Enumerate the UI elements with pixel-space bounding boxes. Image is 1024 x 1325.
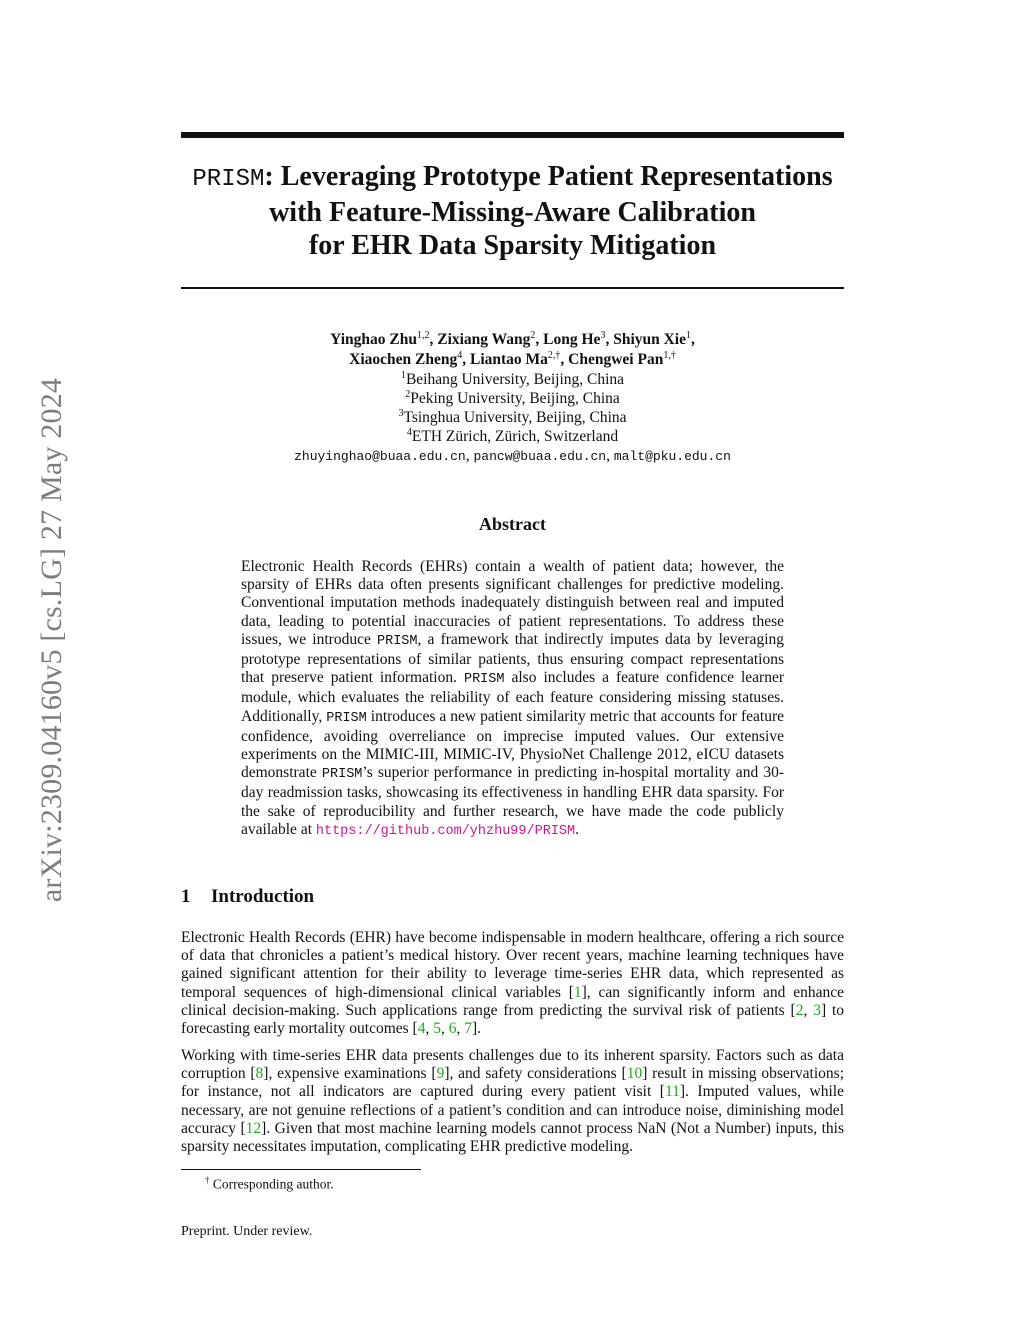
footnote-text: Corresponding author. (212, 1176, 334, 1192)
abstract-heading: Abstract (479, 514, 546, 534)
affiliation (181, 408, 844, 427)
citation-link[interactable]: 8 (255, 1065, 264, 1083)
author-name: Zixiang Wang (437, 331, 531, 348)
author-separator: , (691, 331, 695, 348)
paragraph-text: ] to forecasting early mortality outcomes [ (181, 1001, 845, 1038)
citation-link[interactable]: 6 (448, 1020, 457, 1038)
affiliation-text: Beihang University, Beijing, China (405, 371, 625, 388)
abstract-text: Electronic Health Records (EHRs) contain a wealth of patient data; however, the sparsity of EHRs data often presents significant challenges for predictive modeling. Conventional imputation methods inadequately distinguish between real and imputed data, leading to potential inaccuracies of patient representations. To address these issues, we introduce (241, 558, 784, 648)
affiliation-mark: 2 (405, 388, 411, 400)
abstract-text: , a framework that indirectly imputes data by leveraging prototype representations of similar patients, thus ensuring compact representations that preserve patient information. (241, 630, 784, 687)
citation-separator: , (425, 1020, 434, 1038)
title-line-3: for EHR Data Sparsity Mitigation (308, 230, 717, 261)
footnote-rule (181, 1169, 421, 1170)
paper-title (181, 160, 844, 262)
intro-paragraph-2 (181, 1047, 844, 1156)
citation-link[interactable]: 1 (573, 983, 582, 1001)
section-title: Introduction (211, 886, 315, 907)
affiliation-text: ETH Zürich, Zürich, Switzerland (411, 428, 619, 445)
affiliation (181, 427, 844, 446)
author-separator: , (429, 331, 438, 348)
author-separator: , (605, 331, 614, 348)
title-line-2: with Feature-Missing-Aware Calibration (269, 197, 756, 228)
affiliation (181, 389, 844, 408)
method-name: PRISM (326, 710, 367, 726)
footnote-mark: † (205, 1175, 210, 1185)
paragraph-text: ]. Given that most machine learning models cannot process NaN (Not a Number) inputs, this sparsity necessitates imputation, complicating EHR predictive modeling. (181, 1119, 844, 1156)
citation-link[interactable]: 11 (664, 1083, 680, 1101)
affiliation-mark: 4 (406, 426, 412, 438)
intro-paragraph-1 (181, 929, 844, 1038)
footnote (205, 1175, 334, 1193)
abstract-text: also includes a feature confidence learner module, which evaluates the reliability of each feature considering missing statuses. Additionally, (241, 669, 785, 725)
affiliation-mark: 3 (398, 407, 404, 419)
paragraph-text: ]. (471, 1020, 482, 1038)
citation-link[interactable]: 9 (436, 1065, 445, 1083)
author-affiliation-mark: 2 (530, 329, 536, 341)
title-line-1: : Leveraging Prototype Patient Representations (264, 161, 833, 192)
author-affiliation-mark: 4 (457, 349, 463, 361)
author-line-1 (181, 330, 844, 350)
email-address: malt@pku.edu.cn (613, 449, 731, 464)
author-block (181, 330, 844, 466)
citation-link[interactable]: 7 (464, 1020, 472, 1038)
section-heading (181, 886, 314, 908)
author-separator: , (560, 351, 569, 368)
author-name: Long He (543, 331, 601, 348)
paragraph-text: ], and safety considerations [ (444, 1065, 627, 1083)
method-name: PRISM (321, 767, 363, 783)
paragraph-text: Working with time-series EHR data presents challenges due to its inherent sparsity. Factors such as data corruption [ (181, 1047, 844, 1083)
paragraph-text: ], expensive examinations [ (263, 1065, 437, 1083)
method-name: PRISM (463, 672, 505, 688)
paragraph-text: ], can significantly inform and enhance clinical decision-making. Such applications range from predicting the survival risk of patients [ (181, 983, 844, 1019)
author-name: Shiyun Xie (613, 331, 686, 348)
code-repository-link[interactable]: https://github.com/yhzhu99/PRISM (315, 823, 576, 839)
affiliation-text: Tsinghua University, Beijing, China (403, 409, 627, 426)
citation-link[interactable]: 2 (795, 1001, 804, 1019)
author-affiliation-mark: 1,† (663, 349, 676, 361)
title-prefix: PRISM (192, 166, 265, 193)
arxiv-identifier: arXiv:2309.04160v5 [cs.LG] 27 May 2024 (35, 377, 68, 903)
author-name: Chengwei Pan (568, 351, 664, 368)
affiliation-text: Peking University, Beijing, China (410, 390, 620, 407)
title-top-rule (181, 132, 844, 138)
citation-link[interactable]: 4 (417, 1020, 426, 1038)
citation-link[interactable]: 12 (245, 1119, 262, 1137)
citation-separator: , (803, 1001, 814, 1019)
citation-link[interactable]: 3 (813, 1001, 821, 1019)
author-name: Yinghao Zhu (330, 331, 417, 348)
paragraph-text: ]. Imputed values, while necessary, are not genuine reflections of a patient’s condition and can introduce noise, diminishing model accuracy [ (181, 1083, 844, 1137)
author-name: Xiaochen Zheng (349, 351, 458, 368)
abstract-body (241, 558, 784, 841)
method-name: PRISM (377, 633, 418, 649)
abstract-text: introduces a new patient similarity metric that accounts for feature confidence, avoiding overreliance on imprecise imputed values. Our extensive experiments on the MIMIC-III, MIMIC-IV, PhysioNet Challenge 2012, eICU datasets demonstrate (241, 707, 784, 782)
section-number: 1 (181, 886, 191, 907)
author-name: Liantao Ma (469, 351, 548, 368)
affiliation-mark: 1 (400, 369, 406, 381)
abstract-text: ’s superior performance in predicting in-hospital mortality and 30-day readmission tasks, showcasing its effectiveness in handling EHR data sparsity. For the sake of reproducibility and further research, we have made the code publicly available at (241, 764, 784, 838)
citation-separator: , (456, 1020, 465, 1038)
paragraph-text: ] result in missing observations; for instance, not all indicators are captured during every patient visit [ (181, 1065, 844, 1101)
citation-link[interactable]: 5 (433, 1020, 441, 1038)
author-separator: , (535, 331, 544, 348)
author-separator: , (462, 351, 470, 368)
author-line-2 (181, 350, 844, 370)
author-affiliation-mark: 3 (600, 329, 606, 341)
author-affiliation-mark: 2,† (547, 349, 561, 361)
author-affiliation-mark: 1,2 (416, 329, 430, 341)
paragraph-text: Electronic Health Records (EHR) have become indispensable in modern healthcare, offering a rich source of data that chronicles a patient’s medical history. Over recent years, machine learning techniques have gained significant attention for their ability to leverage time-series EHR data, which represented as temporal sequences of high-dimensional clinical variables [ (181, 929, 844, 1001)
citation-link[interactable]: 10 (626, 1065, 643, 1083)
citation-separator: , (440, 1020, 449, 1038)
email-line: zhuyinghao@buaa.edu.cn, pancw@buaa.edu.cn, malt@pku.edu.cn (294, 447, 731, 464)
author-affiliation-mark: 1 (686, 329, 691, 341)
preprint-notice: Preprint. Under review. (181, 1224, 313, 1239)
email-address: pancw@buaa.edu.cn (473, 449, 607, 464)
email-address: zhuyinghao@buaa.edu.cn (294, 449, 466, 464)
title-bottom-rule (181, 287, 844, 289)
abstract-text: . (575, 820, 579, 838)
affiliation (181, 370, 844, 389)
